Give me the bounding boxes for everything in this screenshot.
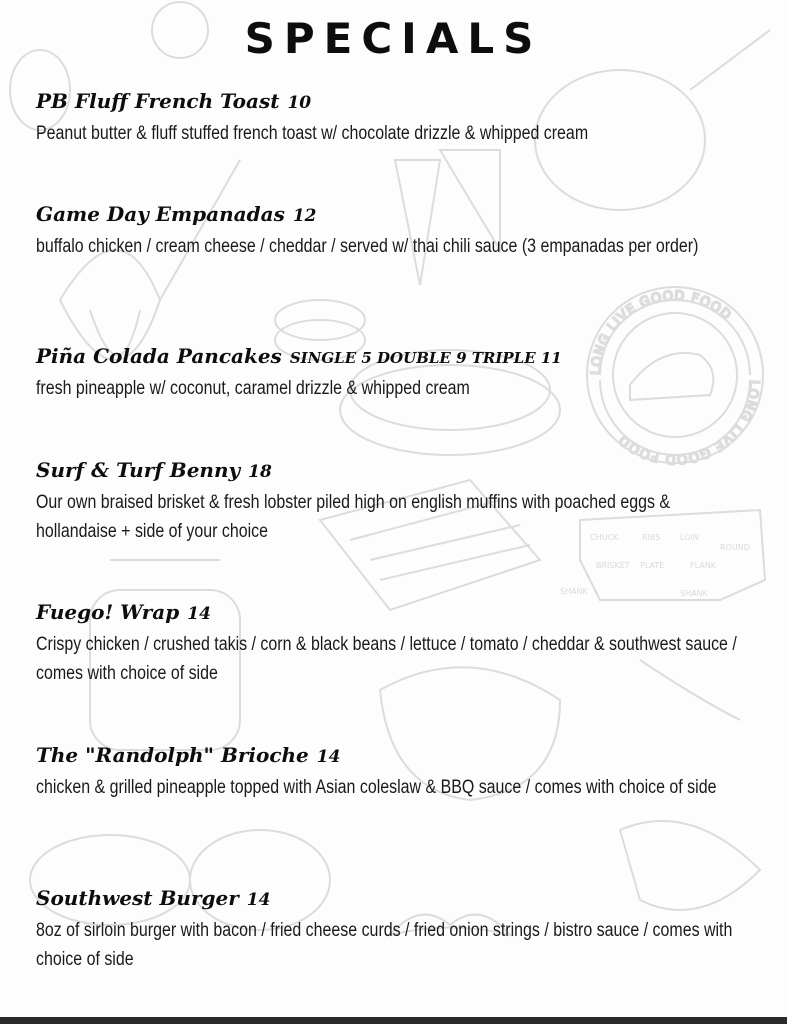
menu-item-description: Peanut butter & fluff stuffed french toast w/ chocolate drizzle & whipped cream (36, 123, 589, 144)
page-title: SPECIALS (244, 14, 543, 63)
menu-item-price: SINGLE 5 DOUBLE 9 TRIPLE 11 (289, 349, 562, 367)
menu-item (36, 742, 756, 802)
menu-item-price: 14 (246, 890, 271, 910)
pancake-stack-sketch-icon (275, 300, 365, 340)
stamp-top-text: LONG LIVE GOOD FOOD (588, 288, 735, 376)
menu-item-header (36, 201, 756, 229)
menu-item-header (36, 885, 756, 913)
menu-item-price: 18 (248, 462, 272, 482)
menu-item (36, 88, 756, 148)
menu-item-price: 14 (316, 747, 341, 767)
menu-item (36, 343, 756, 403)
menu-item-name: Southwest Burger (36, 886, 239, 910)
cut-round-label: ROUND (720, 543, 750, 552)
menu-item-price: 10 (287, 93, 312, 113)
menu-item-header (36, 343, 756, 371)
cut-shank-label-1: SHANK (560, 587, 588, 596)
cut-brisket-label: BRISKET (596, 561, 630, 570)
menu-item (36, 457, 756, 546)
menu-item-name: The "Randolph" Brioche (36, 743, 309, 767)
menu-item-name: Surf & Turf Benny (36, 458, 241, 482)
cut-ribs-label: RIBS (642, 533, 661, 542)
bottom-edge-bar (0, 1017, 787, 1024)
menu-item-description: 8oz of sirloin burger with bacon / fried cheese curds / fried onion strings / bistro sauce / comes with choice of side (36, 920, 733, 970)
menu-item (36, 885, 756, 974)
menu-item-name: Game Day Empanadas (36, 202, 285, 226)
menu-item-header (36, 457, 756, 485)
cut-plate-label: PLATE (640, 561, 665, 570)
menu-item-name: Fuego! Wrap (36, 600, 180, 624)
cut-loin-label: LOIN (680, 533, 699, 542)
menu-item-header (36, 88, 756, 116)
cut-flank-label: FLANK (690, 561, 716, 570)
menu-item-description: fresh pineapple w/ coconut, caramel drizzle & whipped cream (36, 378, 470, 399)
menu-item-header (36, 599, 756, 627)
cut-shank-label-2: SHANK (680, 589, 708, 598)
stamp-bottom-text: LONG LIVE GOOD FOOD (615, 379, 762, 467)
menu-item-description: buffalo chicken / cream cheese / cheddar / served w/ thai chili sauce (3 empanadas per order) (36, 236, 699, 257)
menu-item-name: PB Fluff French Toast (36, 89, 280, 113)
menu-item (36, 599, 756, 688)
menu-item-price: 12 (292, 206, 317, 226)
menu-item-header (36, 742, 756, 770)
menu-item-description: Our own braised brisket & fresh lobster piled high on english muffins with poached eggs & hollandaise + side of your choice (36, 492, 671, 542)
cut-chuck-label: CHUCK (590, 533, 619, 542)
menu-item-description: chicken & grilled pineapple topped with Asian coleslaw & BBQ sauce / comes with choice of side (36, 777, 717, 798)
menu-item (36, 201, 756, 261)
menu-item-description: Crispy chicken / crushed takis / corn & black beans / lettuce / tomato / cheddar & southwest sauce / comes with choice of side (36, 634, 737, 684)
menu-item-name: Piña Colada Pancakes (36, 344, 282, 368)
menu-item-price: 14 (187, 604, 211, 624)
